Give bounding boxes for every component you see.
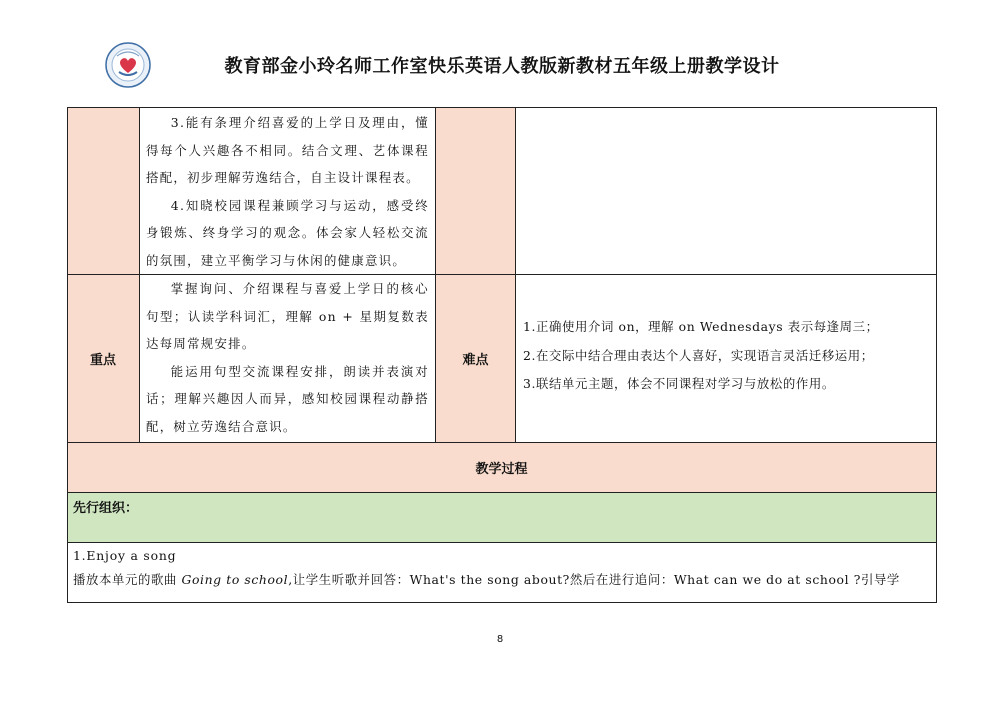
step-1-text — [73, 567, 930, 593]
objectives-label-cell — [67, 107, 140, 275]
step-1-song-title: Going to school — [181, 572, 289, 587]
objective-item-4: 4.知晓校园课程兼顾学习与运动，感受终身锻炼、终身学习的观念。体会家人轻松交流的氛围，建立平衡学习与休闲的健康意识。 — [146, 197, 429, 268]
step-1-title: 1.Enjoy a song — [73, 548, 177, 563]
objective-item-3: 3.能有条理介绍喜爱的上学日及理由，懂得每个人兴趣各不相同。结合文理、艺体课程搭配，初步理解劳逸结合，自主设计课程表。 — [146, 115, 429, 186]
difficult-points-label: 难点 — [436, 275, 516, 443]
aux-label-cell — [436, 107, 516, 275]
step-1-row — [67, 543, 937, 603]
teaching-process-header: 教学过程 — [67, 443, 937, 493]
key-point-para-1: 掌握询问、介绍课程与喜爱上学日的核心句型；认读学科词汇，理解 on + 星期复数表达每周常规安排。 — [146, 281, 429, 352]
aux-content-cell — [516, 107, 937, 275]
advance-organizer-row: 先行组织： — [67, 493, 937, 543]
document-title: 教育部金小玲名师工作室快乐英语人教版新教材五年级上册教学设计 — [224, 56, 780, 77]
objectives-content-cell — [140, 107, 436, 275]
difficult-point-2: 2.在交际中结合理由表达个人喜好，实现语言灵活迁移运用； — [523, 347, 874, 363]
page-number: 8 — [496, 634, 504, 645]
page-header — [0, 0, 1000, 100]
difficult-point-1: 1.正确使用介词 on，理解 on Wednesdays 表示每逢周三； — [523, 319, 879, 334]
key-point-para-2: 能运用句型交流课程安排，朗读并表演对话；理解兴趣因人而异，感知校园课程动静搭配，树立劳逸结合意识。 — [146, 363, 429, 434]
difficult-point-3: 3.联结单元主题，体会不同课程对学习与放松的作用。 — [523, 376, 835, 391]
key-points-content — [140, 275, 436, 443]
key-points-label: 重点 — [67, 275, 140, 443]
step-1-suffix: ,让学生听歌并回答：What's the song about?然后在进行追问：What can we do at school ?引导学 — [288, 572, 900, 587]
difficult-points-content — [516, 275, 937, 443]
step-1-prefix: 播放本单元的歌曲 — [73, 572, 182, 587]
